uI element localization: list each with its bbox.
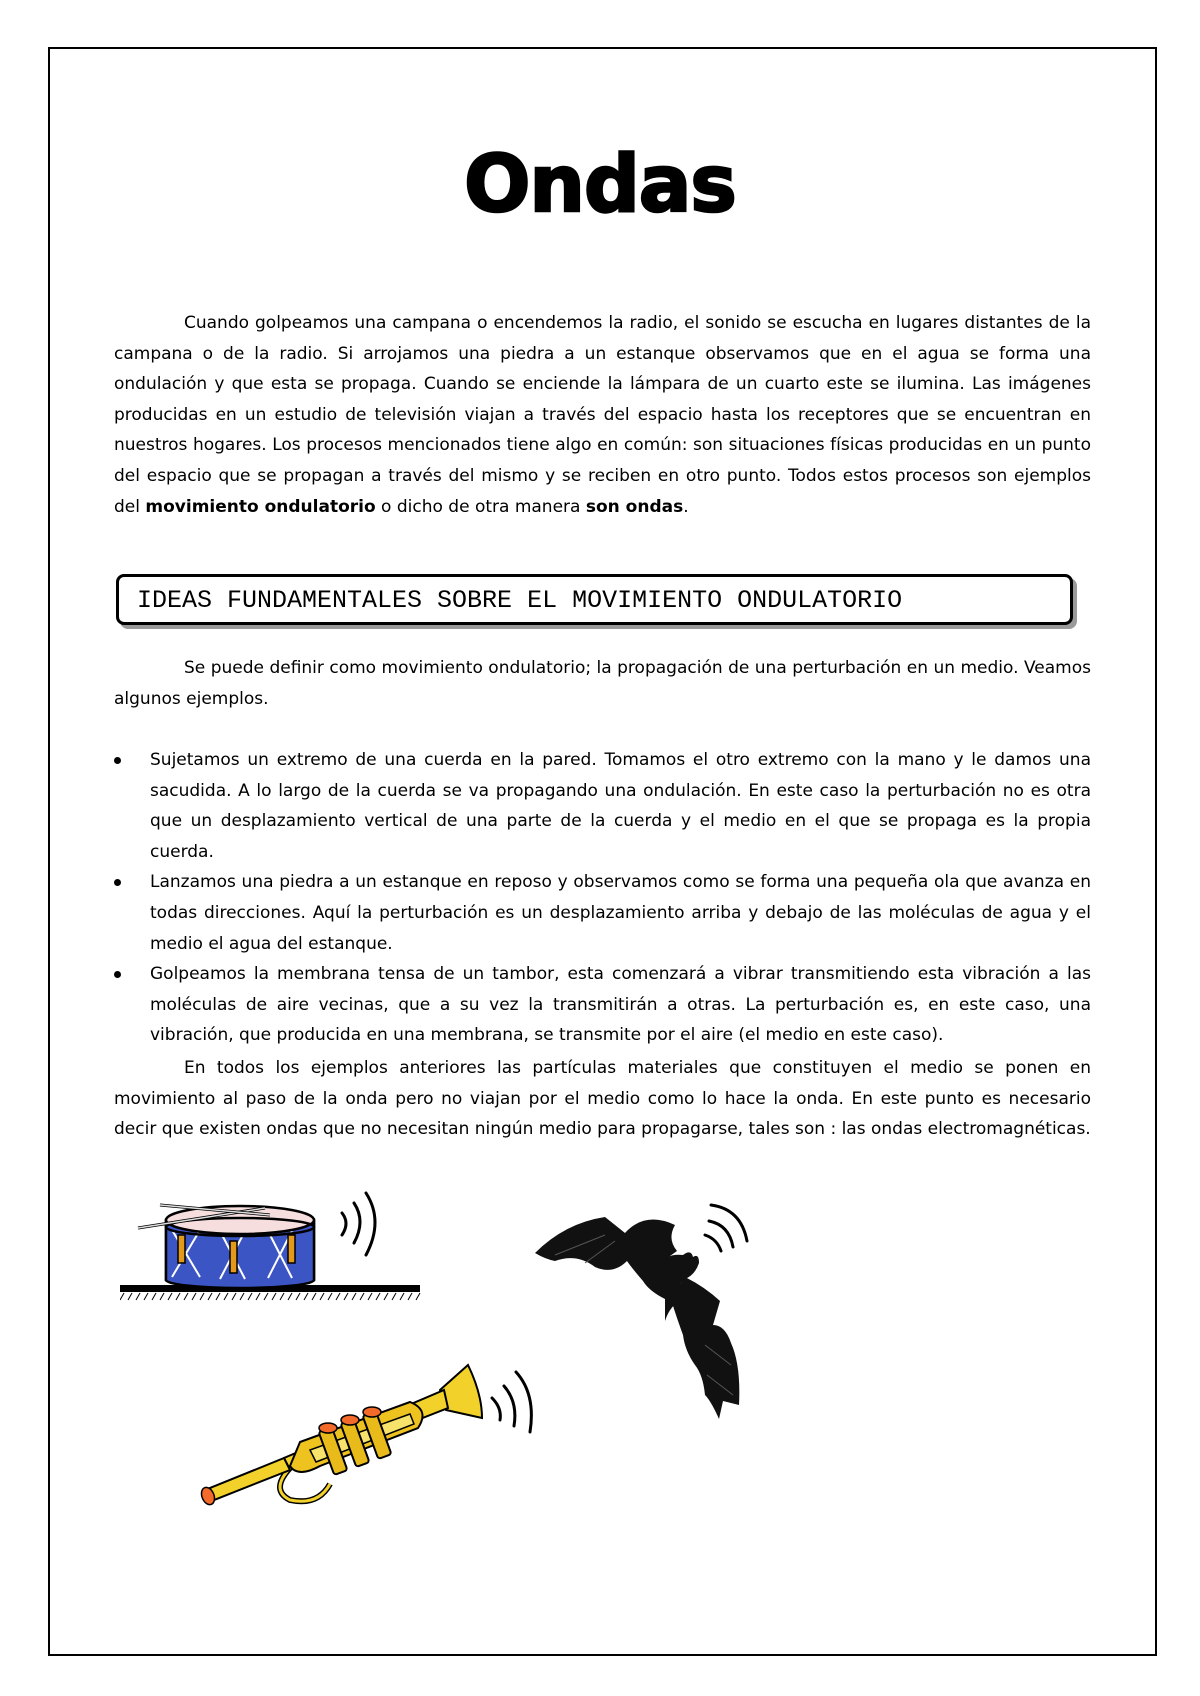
bullet-icon [114,757,121,764]
list-item [114,745,1091,867]
examples-list [114,745,1091,1051]
intro-bold-term: movimiento ondulatorio [145,496,376,517]
list-item [114,959,1091,1051]
intro-middle: o dicho de otra manera [375,496,586,517]
intro-bold-phrase: son ondas [585,496,684,517]
definition-paragraph: Se puede definir como movimiento ondulatorio; la propagación de una perturbación en un medio. Veamos algunos ejemplos. [114,658,1091,709]
example-text: Sujetamos un extremo de una cuerda en la pared. Tomamos el otro extremo con la mano y le damos una sacudida. A lo largo de la cuerda se va propagando una ondulación. En este caso la perturbación no es otra que un desplazamiento vertical de una parte de la cuerda y el medio en el que se propaga es la propia cuerda. [150,750,1091,862]
example-text: Golpeamos la membrana tensa de un tambor, esta comenzará a vibrar transmitiendo esta vibración a las moléculas de aire vecinas, que a su vez la transmitirán a otras. La perturbación es, en este caso, una vibración, que producida en una membrana, se transmite por el aire (el medio en este caso). [150,964,1091,1046]
intro-paragraph [114,308,1091,522]
list-item [114,867,1091,959]
section-heading: IDEAS FUNDAMENTALES SOBRE EL MOVIMIENTO ONDULATORIO [137,586,903,615]
page-title: Ondas [464,140,736,230]
conclusion-paragraph: En todos los ejemplos anteriores las partículas materiales que constituyen el medio se ponen en movimiento al paso de la onda pero no viajan por el medio como lo hace la onda. En este punto es necesario decir que existen ondas que no necesitan ningún medio para propagarse, tales son : las ondas electromagnéticas. [114,1058,1091,1140]
bullet-icon [114,879,121,886]
bullet-icon [114,971,121,978]
bat-icon [535,1195,795,1430]
intro-end: . [683,496,689,517]
intro-text: Cuando golpeamos una campana o encendemos la radio, el sonido se escucha en lugares distantes de la campana o de la radio. Si arrojamos una piedra a un estanque observamos que en el agua se forma una ondulación y que esta se propaga. Cuando se enciende la lámpara de un cuarto este se ilumina. Las imágenes producidas en un estudio de televisión viajan a través del espacio hasta los receptores que se encuentran en nuestros hogares. Los procesos mencionados tiene algo en común: son situaciones físicas producidas en un punto del espacio que se propagan a través del mismo y se reciben en otro punto. Todos estos procesos son ejemplos del [114,313,1091,517]
drum-icon [120,1185,425,1315]
trumpet-icon [200,1350,565,1535]
section-heading-box [116,574,1073,625]
example-text: Lanzamos una piedra a un estanque en reposo y observamos como se forma una pequeña ola que avanza en todas direcciones. Aquí la perturbación es un desplazamiento arriba y debajo de las moléculas de agua y el medio el agua del estanque. [150,872,1091,954]
